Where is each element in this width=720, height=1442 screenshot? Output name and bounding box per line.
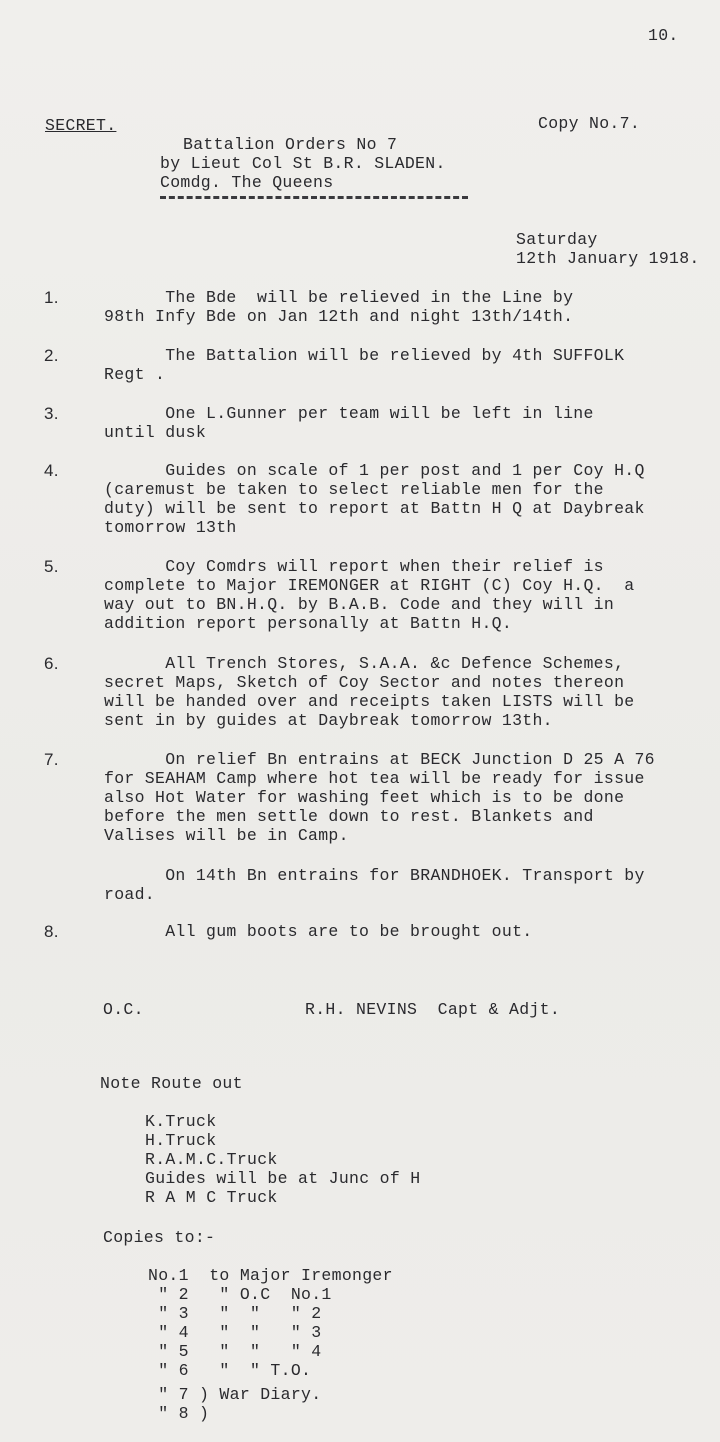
paragraph-line: will be handed over and receipts taken LISTS will be — [104, 692, 635, 711]
order-title-line-1: Battalion Orders No 7 — [183, 135, 398, 154]
classification-mark: SECRET. — [45, 116, 117, 135]
paragraph-line: One L.Gunner per team will be left in line — [104, 404, 594, 423]
paragraph-number: 1. — [44, 288, 59, 307]
copies-line: " 7 ) War Diary. — [148, 1385, 322, 1404]
paragraph-line: duty) will be sent to report at Battn H Q at Daybreak — [104, 499, 645, 518]
paragraph-number: 2. — [44, 346, 59, 365]
paragraph-line: complete to Major IREMONGER at RIGHT (C) Coy H.Q. a — [104, 576, 635, 595]
date-full: 12th January 1918. — [516, 249, 700, 268]
paragraph-line: On 14th Bn entrains for BRANDHOEK. Transport by — [104, 866, 645, 885]
paragraph-line: sent in by guides at Daybreak tomorrow 13th. — [104, 711, 553, 730]
paragraph-line: road. — [104, 885, 156, 904]
note-line: R.A.M.C.Truck — [145, 1150, 278, 1169]
paragraph-line: addition report personally at Battn H.Q. — [104, 614, 513, 633]
order-title-line-3: Comdg. The Queens — [160, 173, 334, 192]
paragraph-line: All gum boots are to be brought out. — [104, 922, 533, 941]
paragraph-line: before the men settle down to rest. Blankets and — [104, 807, 594, 826]
copies-line: " 4 " " " 3 — [148, 1323, 322, 1342]
paragraph-line: way out to BN.H.Q. by B.A.B. Code and they will in — [104, 595, 615, 614]
paragraph-line: also Hot Water for washing feet which is to be done — [104, 788, 625, 807]
paragraph-line: Coy Comdrs will report when their relief is — [104, 557, 604, 576]
paragraph-number: 8. — [44, 922, 59, 941]
copies-line: " 8 ) — [148, 1404, 210, 1423]
order-title-line-2: by Lieut Col St B.R. SLADEN. — [160, 154, 446, 173]
note-line: H.Truck — [145, 1131, 217, 1150]
paragraph-line: (caremust be taken to select reliable men for the — [104, 480, 604, 499]
note-heading: Note Route out — [100, 1074, 243, 1093]
copies-line: No.1 to Major Iremonger — [148, 1266, 393, 1285]
paragraph-number: 4. — [44, 461, 59, 480]
note-line: Guides will be at Junc of H — [145, 1169, 421, 1188]
paragraph-line: for SEAHAM Camp where hot tea will be ready for issue — [104, 769, 645, 788]
signature-adjutant: R.H. NEVINS Capt & Adjt. — [305, 1000, 561, 1019]
paragraph-line: tomorrow 13th — [104, 518, 237, 537]
paragraph-line: Guides on scale of 1 per post and 1 per Coy H.Q — [104, 461, 645, 480]
paragraph-number: 5. — [44, 557, 59, 576]
paragraph-line: The Battalion will be relieved by 4th SUFFOLK — [104, 346, 625, 365]
signature-oc: O.C. — [103, 1000, 144, 1019]
paragraph-line: until dusk — [104, 423, 207, 442]
paragraph-number: 3. — [44, 404, 59, 423]
paragraph-line: 98th Infy Bde on Jan 12th and night 13th/14th. — [104, 307, 574, 326]
copy-number: Copy No.7. — [538, 114, 641, 133]
title-divider — [160, 196, 468, 199]
paragraph-number: 6. — [44, 654, 59, 673]
note-line: R A M C Truck — [145, 1188, 278, 1207]
paragraph-number: 7. — [44, 750, 59, 769]
date-weekday: Saturday — [516, 230, 598, 249]
paragraph-line: The Bde will be relieved in the Line by — [104, 288, 574, 307]
paragraph-line: On relief Bn entrains at BECK Junction D 25 A 76 — [104, 750, 655, 769]
paragraph-line: Regt . — [104, 365, 166, 384]
copies-heading: Copies to:- — [103, 1228, 216, 1247]
copies-line: " 6 " " T.O. — [148, 1361, 312, 1380]
copies-line: " 5 " " " 4 — [148, 1342, 322, 1361]
paragraph-line: Valises will be in Camp. — [104, 826, 349, 845]
paragraph-line: secret Maps, Sketch of Coy Sector and notes thereon — [104, 673, 625, 692]
copies-line: " 3 " " " 2 — [148, 1304, 322, 1323]
copies-line: " 2 " O.C No.1 — [148, 1285, 332, 1304]
page-number: 10. — [648, 26, 679, 45]
note-line: K.Truck — [145, 1112, 217, 1131]
paragraph-line: All Trench Stores, S.A.A. &c Defence Schemes, — [104, 654, 625, 673]
